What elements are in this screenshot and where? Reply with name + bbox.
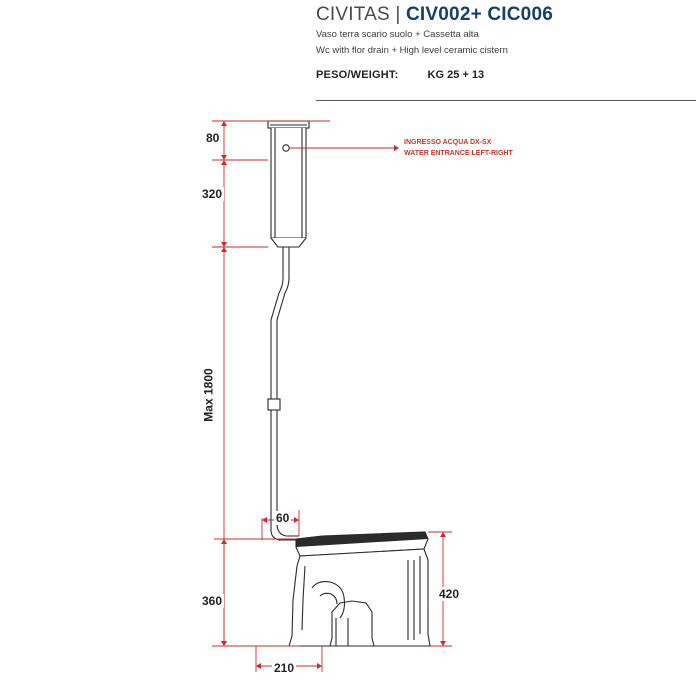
dim-wc-height-left: 360 bbox=[202, 594, 223, 608]
dim-wc-height-right: 420 bbox=[439, 587, 460, 601]
subtitle-english: Wc with flor drain + High level ceramic cistern bbox=[316, 44, 508, 56]
subtitle-italian: Vaso terra scario suolo + Cassetta alta bbox=[316, 29, 479, 40]
flush-pipe bbox=[268, 247, 299, 540]
weight-value: KG 25 + 13 bbox=[427, 68, 485, 81]
dim-wc-depth: 210 bbox=[274, 661, 295, 675]
annotation-line-english: WATER ENTRANCE LEFT-RIGHT bbox=[404, 149, 513, 157]
cistern-group bbox=[268, 121, 309, 247]
weight-label: PESO/WEIGHT: bbox=[316, 68, 399, 81]
brand-name: CIVITAS bbox=[316, 4, 390, 25]
water-entrance-annotation bbox=[404, 138, 513, 159]
wc-pan-group bbox=[289, 532, 430, 646]
dim-cistern-body: 320 bbox=[202, 187, 223, 201]
dim-seat-offset: 60 bbox=[276, 511, 290, 525]
title-separator: | bbox=[395, 4, 401, 25]
product-code: CIV002+ CIC006 bbox=[406, 4, 553, 25]
dim-cistern-top: 80 bbox=[206, 131, 220, 145]
annotation-line-italian: INGRESSO ACQUA DX-SX bbox=[404, 139, 492, 146]
dim-pipe-height: Max 1800 bbox=[201, 368, 216, 422]
